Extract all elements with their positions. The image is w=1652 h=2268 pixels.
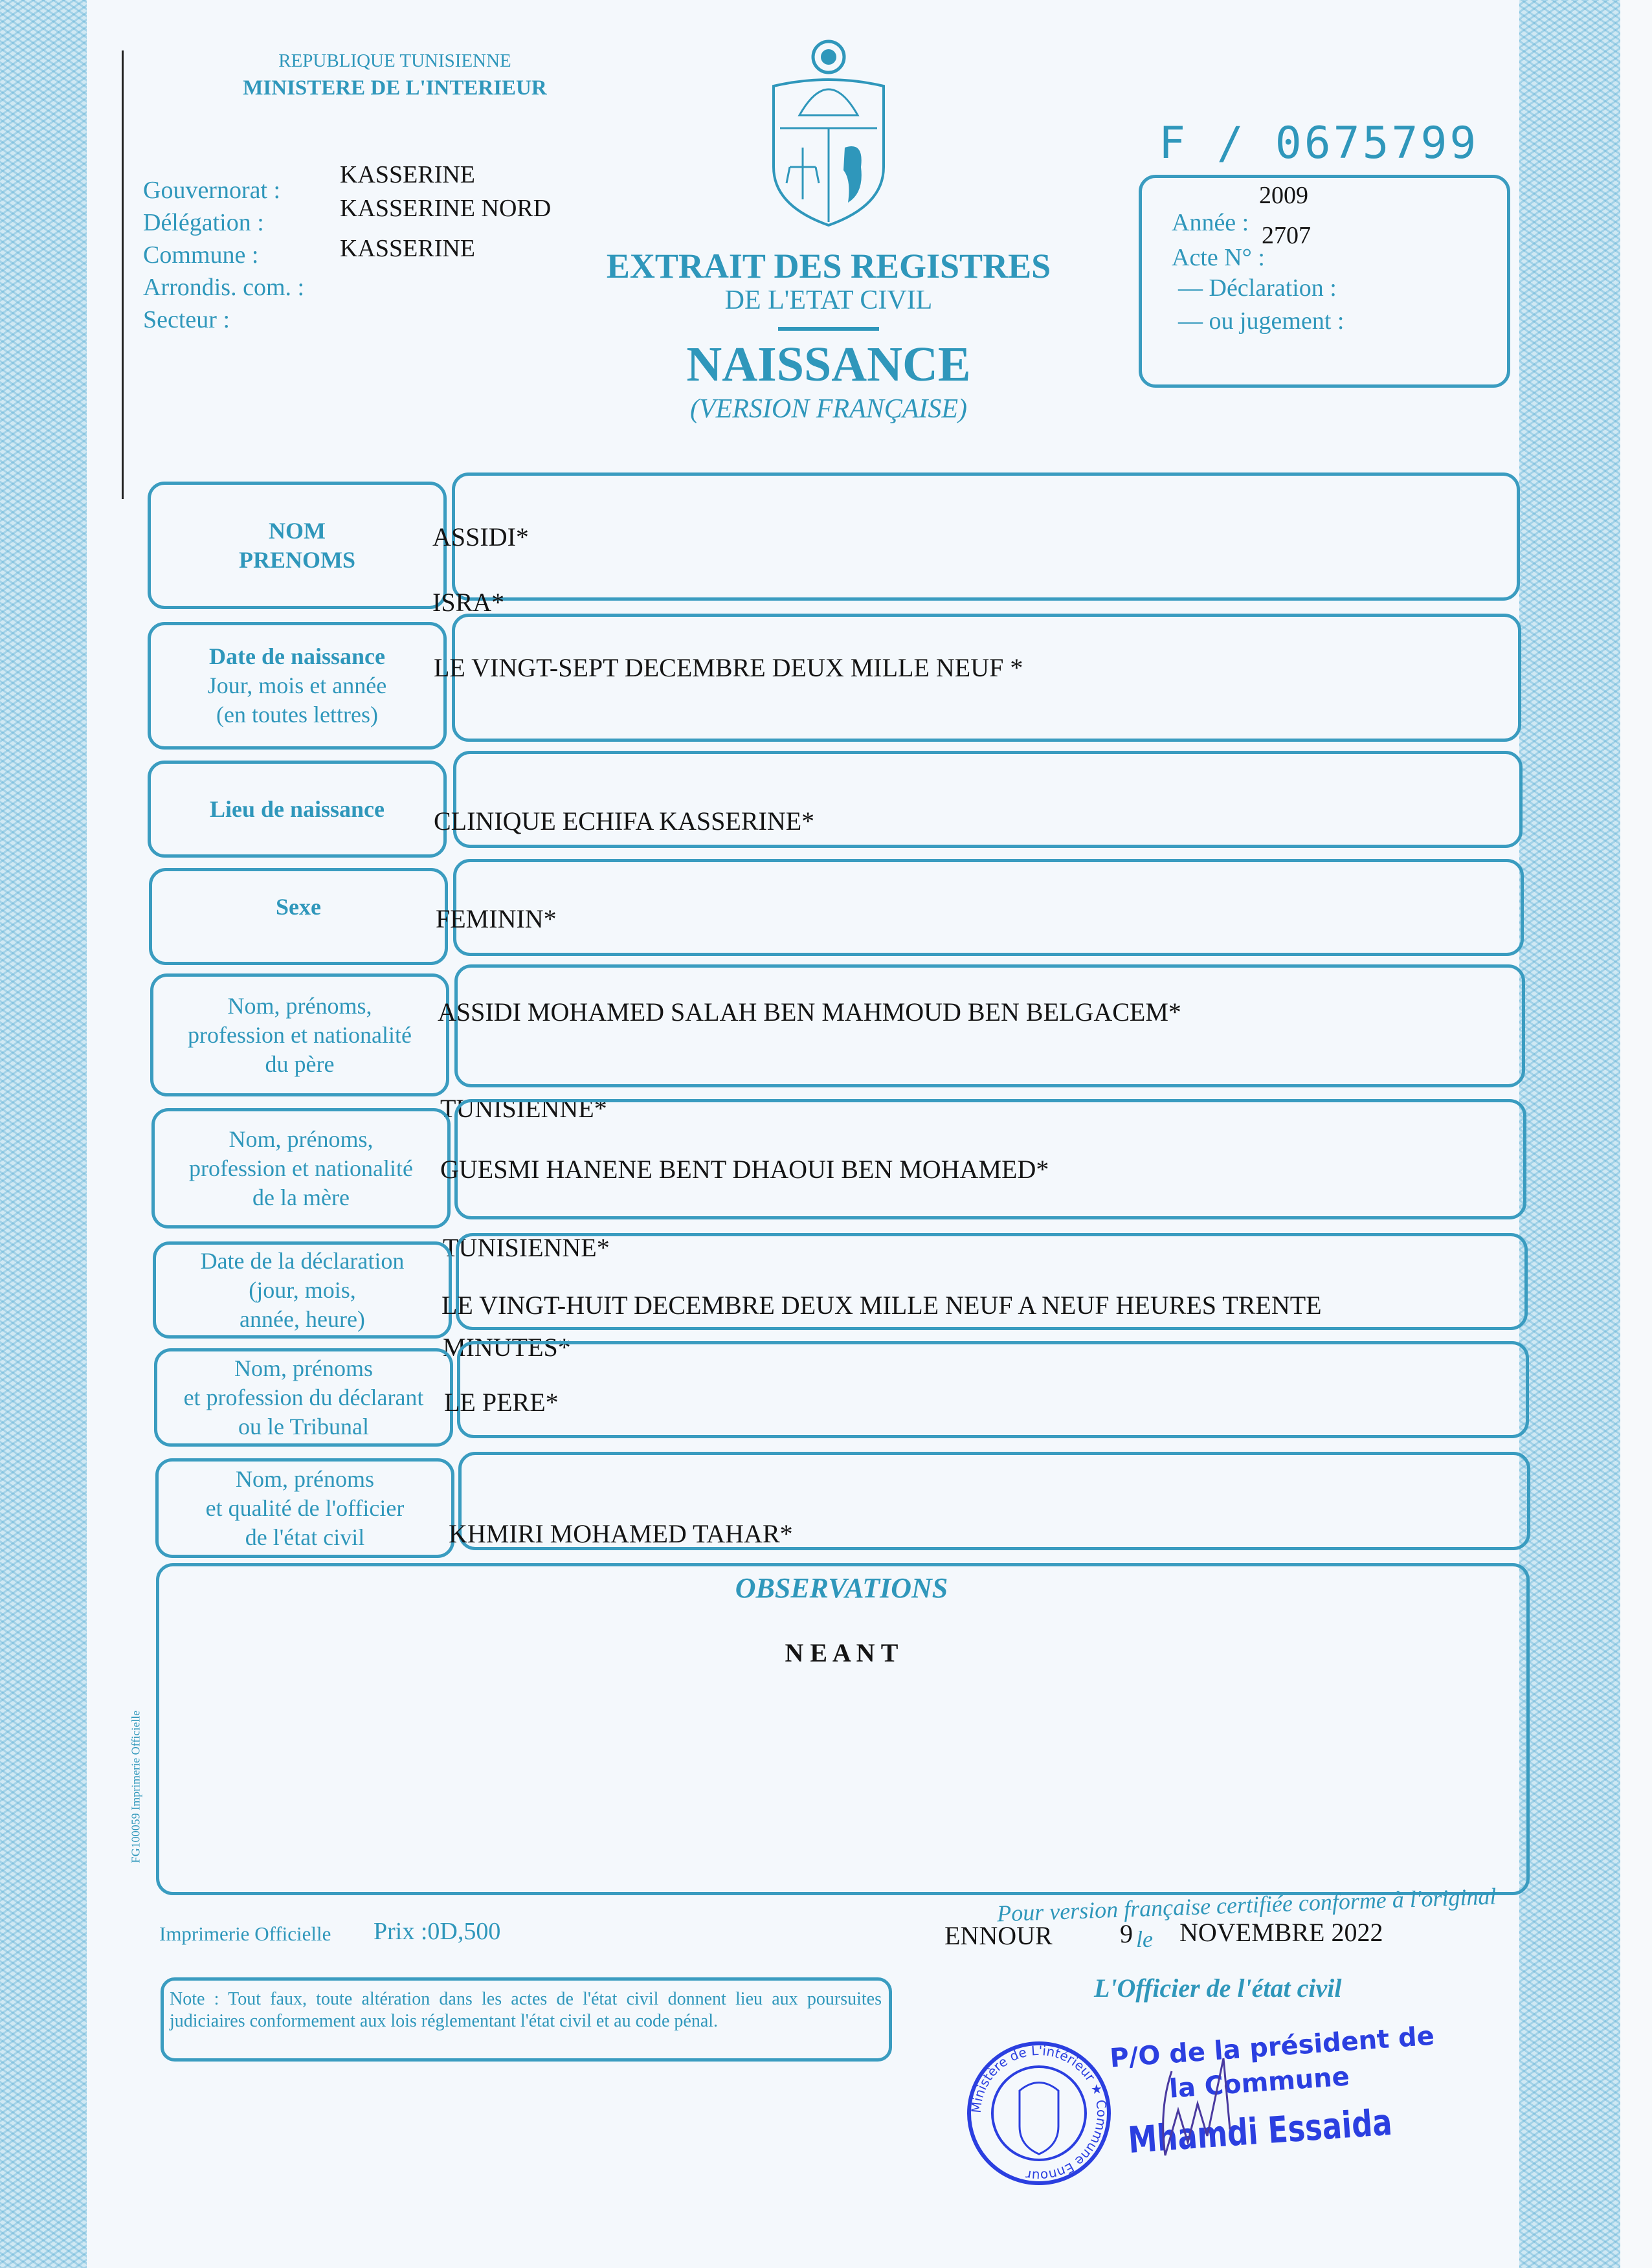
annee-value: 2009 [1259, 182, 1308, 209]
commune-value: KASSERINE [340, 235, 476, 262]
officer-title: L'Officier de l'état civil [1094, 1973, 1342, 2003]
act-type-title: NAISSANCE [686, 337, 971, 392]
printer-label: Imprimerie Officielle [159, 1922, 331, 1945]
le-label: le [1136, 1926, 1153, 1952]
officer-value: KHMIRI MOHAMED TAHAR* [449, 1519, 793, 1548]
gouvernorat-value: KASSERINE [340, 161, 476, 188]
observations-box [156, 1563, 1530, 1895]
place-value: ENNOUR [944, 1921, 1053, 1950]
signature-title-line2: la Commune [1168, 2062, 1351, 2104]
document-subtitle: DE L'ETAT CIVIL [724, 285, 933, 315]
observations-title: OBSERVATIONS [735, 1572, 948, 1604]
sex-value: FEMININ* [436, 904, 557, 933]
mother-nationality-value: TUNISIENNE* [443, 1233, 610, 1262]
delegation-value: KASSERINE NORD [340, 195, 552, 222]
acte-number-value: 2707 [1262, 222, 1311, 249]
birthdate-label-title: Date de naissance [209, 643, 385, 669]
officer-label: Nom, prénoms et qualité de l'officier de l'état civil [205, 1465, 405, 1550]
acte-number-label: Acte N° : [1172, 244, 1265, 271]
declarant-value: LE PERE* [444, 1388, 559, 1417]
arrondissement-label: Arrondis. com. : [143, 274, 305, 301]
tunisia-coat-of-arms-emblem [767, 38, 890, 227]
father-nationality-value: TUNISIENNE* [440, 1094, 607, 1123]
row-declarant-value-cell [457, 1341, 1529, 1438]
delegation-label: Délégation : [143, 209, 264, 236]
margin-line [122, 50, 124, 499]
declarant-label: Nom, prénoms et profession du déclarant ou le Tribunal [183, 1355, 424, 1440]
sex-label: Sexe [276, 893, 321, 920]
declaration-label: — Déclaration : [1178, 274, 1337, 302]
nom-prenoms-label: NOM PRENOMS [239, 517, 355, 573]
birthdate-value: LE VINGT-SEPT DECEMBRE DEUX MILLE NEUF * [434, 653, 1023, 682]
legal-note: Note : Tout faux, toute altération dans les actes de l'état civil donnent lieu aux poursuites judiciaires conformement aux lois réglementant l'état civil et au code pénal. [170, 1989, 882, 2031]
commune-label: Commune : [143, 241, 259, 269]
father-name-value: ASSIDI MOHAMED SALAH BEN MAHMOUD BEN BELGACEM* [438, 997, 1181, 1027]
official-stamp [965, 2039, 1113, 2188]
birthdate-label: Jour, mois et année (en toutes lettres) [207, 673, 387, 728]
gouvernorat-label: Gouvernorat : [143, 177, 281, 204]
signatory-name: Mhamdi Essaida [1126, 2101, 1394, 2162]
printer-side-print: FG100059 Imprimerie Officielle [129, 1710, 142, 1863]
republic-label: REPUBLIQUE TUNISIENNE [278, 50, 511, 71]
declaration-date-value-cont: MINUTES* [443, 1333, 571, 1362]
mother-label: Nom, prénoms, profession et nationalité de la mère [189, 1126, 413, 1210]
price-label: Prix :0D,500 [374, 1918, 501, 1945]
mother-name-value: GUESMI HANENE BENT DHAOUI BEN MOHAMED* [440, 1155, 1049, 1184]
page-edge [1620, 0, 1652, 2268]
declaration-date-label: Date de la déclaration (jour, mois, année, heure) [200, 1247, 405, 1332]
declaration-date-value: LE VINGT-HUIT DECEMBRE DEUX MILLE NEUF A NEUF HEURES TRENTE [441, 1291, 1322, 1320]
observations-value: N E A N T [785, 1638, 899, 1667]
secteur-label: Secteur : [143, 306, 230, 333]
document-title: EXTRAIT DES REGISTRES [606, 247, 1051, 285]
title-divider [778, 327, 879, 331]
jugement-label: — ou jugement : [1178, 307, 1345, 335]
guilloche-border-left [0, 0, 87, 2268]
version-label: (VERSION FRANÇAISE) [689, 394, 968, 424]
prenoms-value: ISRA* [432, 588, 505, 617]
day-value: 9 [1120, 1919, 1133, 1948]
guilloche-border-right [1519, 0, 1620, 2268]
birthplace-value: CLINIQUE ECHIFA KASSERINE* [434, 806, 815, 836]
serial-number: F / 0675799 [1159, 118, 1479, 169]
date-value: NOVEMBRE 2022 [1179, 1918, 1383, 1947]
row-nom-value-cell [452, 472, 1520, 601]
ministry-label: MINISTERE DE L'INTERIEUR [243, 76, 547, 100]
nom-value: ASSIDI* [432, 522, 529, 551]
certified-label: Pour version française certifiée conforme à l'original [996, 1883, 1497, 1927]
birthplace-label: Lieu de naissance [209, 795, 385, 822]
annee-label: Année : [1172, 209, 1249, 236]
father-label: Nom, prénoms, profession et nationalité du père [188, 992, 412, 1077]
signature-title-line1: P/O de la président de [1109, 2021, 1436, 2074]
svg-text:Ministère de L'intérieur ★ Com: Ministère de L'intérieur ★ Commune Ennour [968, 2042, 1110, 2185]
row-sex-value-cell [453, 859, 1524, 956]
handwritten-signature [1152, 2045, 1256, 2162]
